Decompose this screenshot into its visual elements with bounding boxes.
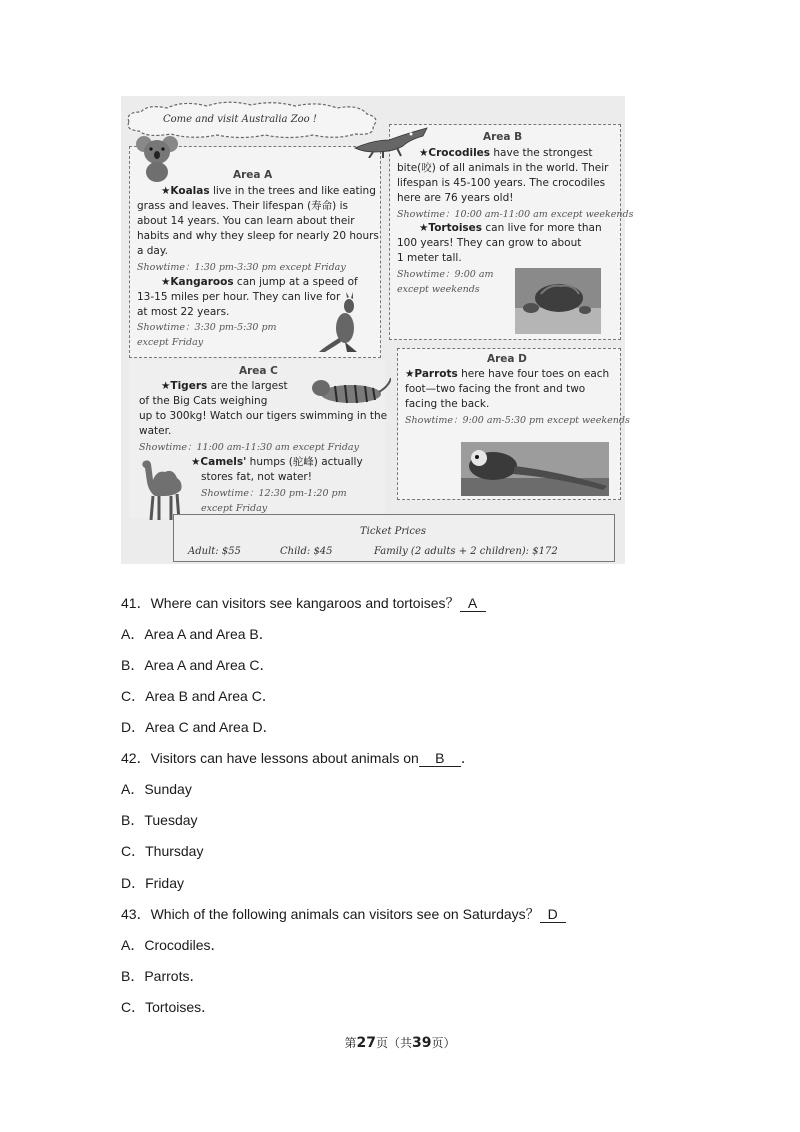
page-footer: 第27页（共39页） xyxy=(344,1035,456,1051)
ticket-child: Child: $45 xyxy=(280,546,333,557)
area-a-title: Area A xyxy=(233,169,273,181)
star-icon: ★ xyxy=(161,276,171,288)
q42-option-d: D．Friday xyxy=(121,875,185,891)
crocodiles-showtime: Showtime：10:00 am-11:00 am except weekends xyxy=(397,209,634,220)
star-icon: ★ xyxy=(161,380,171,392)
tortoises-line-1: ★Tortoises can live for more than xyxy=(419,222,602,234)
ticket-adult: Adult: $55 xyxy=(188,546,241,557)
camel-icon xyxy=(135,456,187,522)
star-icon: ★ xyxy=(405,368,415,380)
kangaroos-showtime-1: Showtime：3:30 pm-5:30 pm xyxy=(137,322,277,333)
tortoises-showtime-1: Showtime：9:00 am xyxy=(397,269,494,280)
tigers-line-4: water. xyxy=(139,425,172,437)
area-d-title: Area D xyxy=(487,353,527,365)
q41-option-a: A．Area A and Area B． xyxy=(121,626,273,642)
zoo-poster xyxy=(121,96,634,564)
parrots-line-3: facing the back. xyxy=(405,398,490,410)
area-c-title: Area C xyxy=(239,365,278,377)
tortoises-line-3: 1 meter tall. xyxy=(397,252,462,264)
koalas-line-3: about 14 years. You can learn about their xyxy=(137,215,355,227)
camels-line-1: ★Camels' humps (驼峰) actually xyxy=(191,456,363,468)
tortoises-showtime-2: except weekends xyxy=(397,284,480,295)
star-icon: ★ xyxy=(419,147,429,159)
kangaroos-line-3: at most 22 years. xyxy=(137,306,230,318)
koalas-line-2: grass and leaves. Their lifespan (寿命) is xyxy=(137,200,348,212)
area-b-title: Area B xyxy=(483,131,523,143)
tortoises-line-2: 100 years! They can grow to about xyxy=(397,237,582,249)
crocodile-icon xyxy=(353,124,429,158)
q42-option-b: B．Tuesday xyxy=(121,812,198,828)
crocodiles-line-1: ★Crocodiles have the strongest xyxy=(419,147,593,159)
answer-41: A xyxy=(460,596,486,612)
parrots-line-1: ★Parrots here have four toes on each xyxy=(405,368,610,380)
kangaroos-line-2: 13-15 miles per hour. They can live for xyxy=(137,291,341,303)
camels-showtime-2: except Friday xyxy=(201,503,268,514)
question-43: 43．Which of the following animals can visitors see on Saturdays？ D xyxy=(121,904,566,924)
crocodiles-line-2: bite(咬) of all animals in the world. Their xyxy=(397,162,609,174)
tigers-line-2: of the Big Cats weighing xyxy=(139,395,268,407)
tortoise-icon xyxy=(515,268,601,334)
parrot-icon xyxy=(461,442,609,496)
answer-42: B xyxy=(419,751,461,767)
question-42: 42．Visitors can have lessons about animals on B ． xyxy=(121,750,475,766)
koalas-showtime: Showtime：1:30 pm-3:30 pm except Friday xyxy=(137,262,346,273)
koalas-line-5: a day. xyxy=(137,245,168,257)
ticket-prices-title: Ticket Prices xyxy=(360,526,427,537)
kangaroo-icon xyxy=(317,292,367,354)
current-page: 27 xyxy=(356,1035,376,1051)
tigers-showtime: Showtime：11:00 am-11:30 am except Friday xyxy=(139,442,359,453)
star-icon: ★ xyxy=(419,222,429,234)
cloud-text: Come and visit Australia Zoo ! xyxy=(163,114,317,125)
q41-option-b: B．Area A and Area C． xyxy=(121,657,274,673)
ticket-prices-box xyxy=(173,514,615,562)
kangaroos-line-1: ★Kangaroos can jump at a speed of xyxy=(161,276,358,288)
answer-43: D xyxy=(540,907,566,923)
tigers-line-3: up to 300kg! Watch our tigers swimming in the xyxy=(139,410,388,422)
camels-showtime-1: Showtime：12:30 pm-1:20 pm xyxy=(201,488,347,499)
parrots-line-2: foot—two facing the front and two xyxy=(405,383,586,395)
tigers-line-1: ★Tigers are the largest xyxy=(161,380,288,392)
koalas-line-4: habits and why they sleep for nearly 20 hours xyxy=(137,230,379,242)
koalas-line-1: ★Koalas live in the trees and like eating xyxy=(161,185,376,197)
koala-icon xyxy=(135,134,179,182)
star-icon: ★ xyxy=(191,456,201,468)
q42-option-c: C．Thursday xyxy=(121,843,204,859)
ticket-family: Family (2 adults + 2 children): $172 xyxy=(374,546,558,557)
q41-option-d: D．Area C and Area D． xyxy=(121,719,277,735)
q43-option-a: A．Crocodiles． xyxy=(121,937,225,953)
question-41: 41．Where can visitors see kangaroos and tortoises？ A xyxy=(121,593,486,613)
crocodiles-line-4: here are 76 years old! xyxy=(397,192,514,204)
star-icon: ★ xyxy=(161,185,171,197)
total-pages: 39 xyxy=(412,1035,432,1051)
q41-option-c: C．Area B and Area C． xyxy=(121,688,276,704)
q42-option-a: A．Sunday xyxy=(121,781,192,797)
parrots-showtime: Showtime：9:00 am-5:30 pm except weekends xyxy=(405,415,630,426)
kangaroos-showtime-2: except Friday xyxy=(137,337,204,348)
tiger-icon xyxy=(307,372,391,408)
q43-option-b: B．Parrots． xyxy=(121,968,204,984)
q43-option-c: C．Tortoises． xyxy=(121,999,216,1015)
camels-line-2: stores fat, not water! xyxy=(201,471,312,483)
crocodiles-line-3: lifespan is 45-100 years. The crocodiles xyxy=(397,177,606,189)
